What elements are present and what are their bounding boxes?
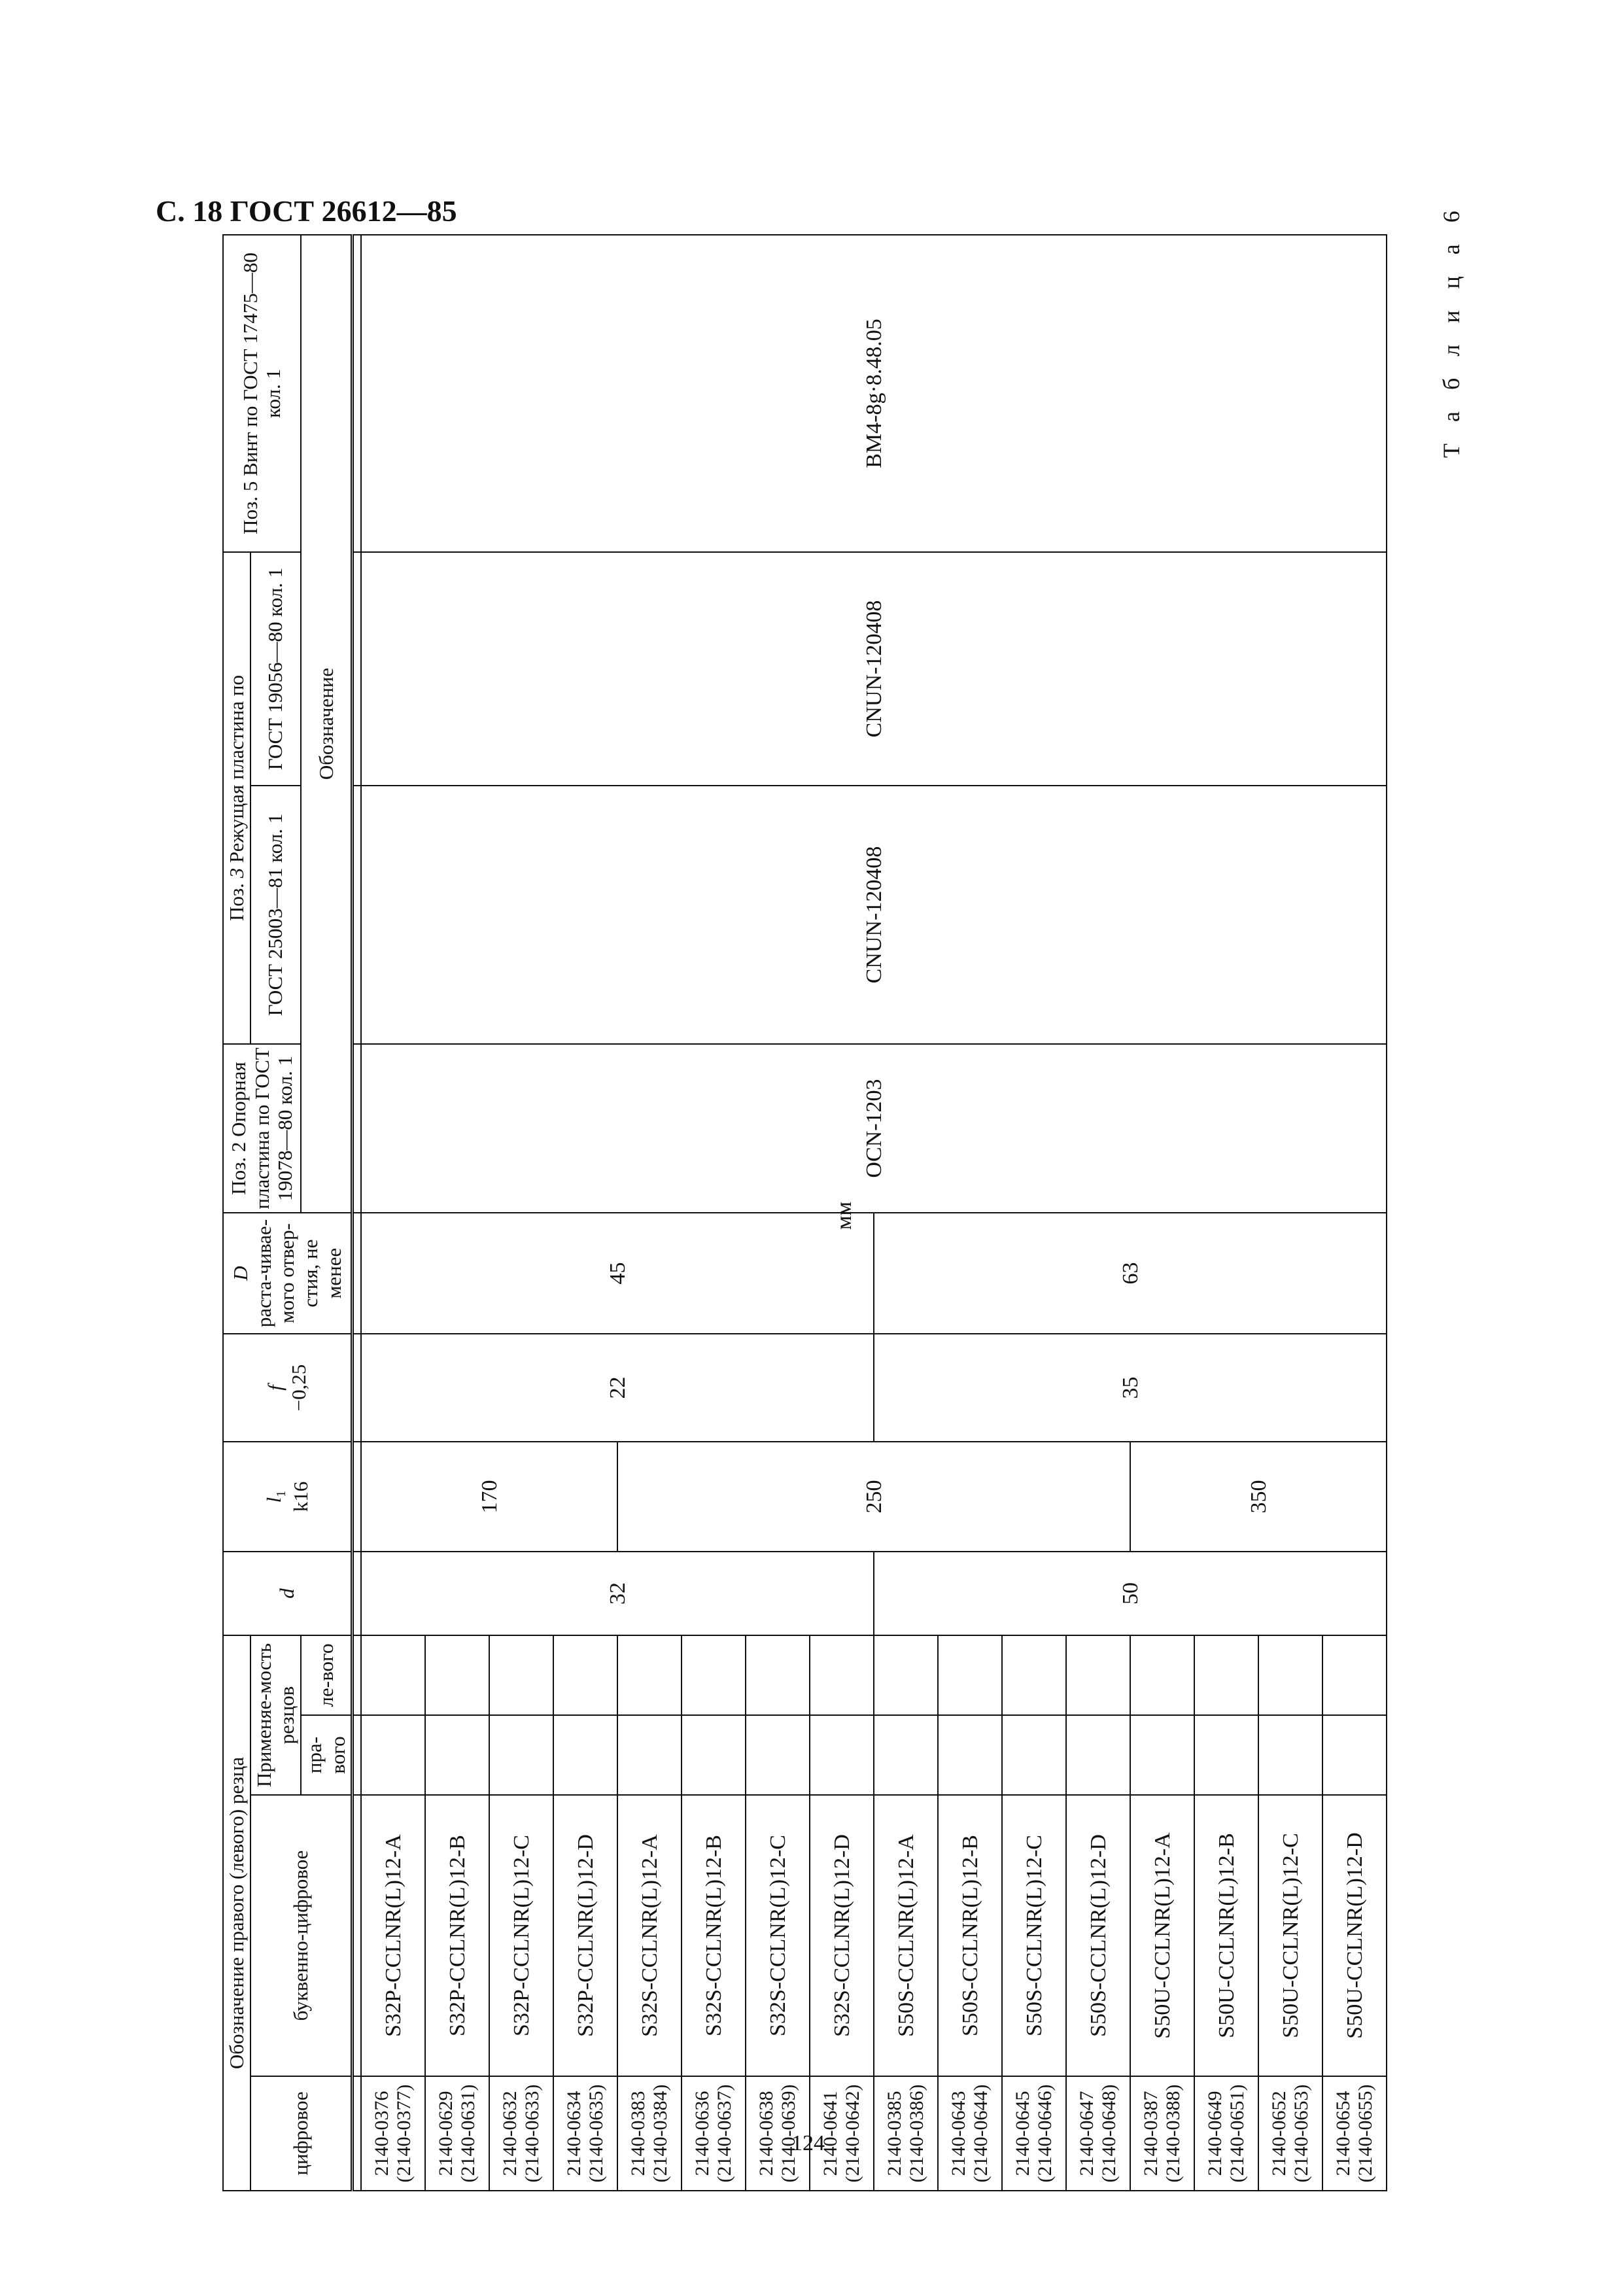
cell-right xyxy=(1130,1715,1194,1795)
cell-left xyxy=(1258,1635,1322,1715)
l1-header xyxy=(223,1442,353,1552)
cell-d-32: 32 xyxy=(361,1552,874,1635)
cell-left xyxy=(617,1635,682,1715)
rotated-table-container xyxy=(222,235,1377,2191)
D-description: раста-чивае-мого отвер-стия, не менее xyxy=(252,1219,345,1328)
alphanumeric-header: буквенно-цифровое xyxy=(251,1795,353,2076)
cell-code: 2140-0652 (2140-0653) xyxy=(1258,2076,1322,2191)
table-label: Т а б л и ц а 6 xyxy=(1438,203,1464,458)
separator-row xyxy=(353,235,362,2191)
cell-name: S50U-CCLNR(L)12-D xyxy=(1322,1795,1387,2076)
oboznachenie-header: Обозначение xyxy=(301,235,353,1213)
cell-code: 2140-0638 (2140-0639) xyxy=(746,2076,810,2191)
cell-left xyxy=(1194,1635,1258,1715)
cell-name: S32S-CCLNR(L)12-B xyxy=(682,1795,746,2076)
cell-right xyxy=(425,1715,489,1795)
designation-group-header: Обозначение правого (левого) резца xyxy=(223,1635,251,2191)
left-header: ле-вого xyxy=(301,1635,353,1715)
cell-left xyxy=(810,1635,874,1715)
cell-code: 2140-0629 (2140-0631) xyxy=(425,2076,489,2191)
cell-name: S50S-CCLNR(L)12-C xyxy=(1002,1795,1066,2076)
cell-code: 2140-0632 (2140-0633) xyxy=(489,2076,553,2191)
cell-code: 2140-0654 (2140-0655) xyxy=(1322,2076,1387,2191)
cell-left xyxy=(1322,1635,1387,1715)
cell-left xyxy=(1066,1635,1130,1715)
cell-right xyxy=(1322,1715,1387,1795)
pos3-rest: Режущая пластина по xyxy=(225,675,248,863)
cell-code: 2140-0387 (2140-0388) xyxy=(1130,2076,1194,2191)
cell-f-35: 35 xyxy=(874,1334,1387,1442)
page-number: 124 xyxy=(791,2131,825,2155)
cell-name: S50U-CCLNR(L)12-A xyxy=(1130,1795,1194,2076)
digital-header: цифровое xyxy=(251,2076,353,2191)
cell-left xyxy=(682,1635,746,1715)
cell-right xyxy=(874,1715,938,1795)
cell-right xyxy=(553,1715,617,1795)
cell-code: 2140-0634 (2140-0635) xyxy=(553,2076,617,2191)
cell-name: S32P-CCLNR(L)12-A xyxy=(361,1795,425,2076)
cell-name: S32S-CCLNR(L)12-C xyxy=(746,1795,810,2076)
cell-pos5: BM4-8g·8.48.05 xyxy=(361,235,1387,552)
cell-name: S32S-CCLNR(L)12-D xyxy=(810,1795,874,2076)
cell-right xyxy=(1194,1715,1258,1795)
cell-code: 2140-0645 (2140-0646) xyxy=(1002,2076,1066,2191)
f-tolerance: −0,25 xyxy=(287,1364,311,1412)
f-symbol: f xyxy=(264,1385,287,1391)
cell-right xyxy=(746,1715,810,1795)
cell-code: 2140-0636 (2140-0637) xyxy=(682,2076,746,2191)
cell-left xyxy=(489,1635,553,1715)
cell-right xyxy=(1066,1715,1130,1795)
pos5-header: Поз. 5 Винт по ГОСТ 17475—80 кол. 1 xyxy=(223,235,301,552)
d-header: d xyxy=(223,1552,353,1635)
l1-subscript: 1 xyxy=(273,1490,288,1497)
l1-tolerance: k16 xyxy=(288,1481,312,1512)
cell-right xyxy=(361,1715,425,1795)
cell-l1-170: 170 xyxy=(361,1442,617,1552)
cutter-table xyxy=(222,234,1387,2191)
l1-symbol: l xyxy=(262,1497,285,1503)
pos3-prefix: Поз. xyxy=(225,883,248,921)
page-header: С. 18 ГОСТ 26612—85 xyxy=(156,194,457,228)
cell-name: S32S-CCLNR(L)12-A xyxy=(617,1795,682,2076)
f-header xyxy=(223,1334,353,1442)
pos3a-header: ГОСТ 25003—81 кол. 1 xyxy=(251,786,301,1044)
cell-left xyxy=(1002,1635,1066,1715)
cell-code: 2140-0641 (2140-0642) xyxy=(810,2076,874,2191)
cell-code: 2140-0376 (2140-0377) xyxy=(361,2076,425,2191)
cell-left xyxy=(1130,1635,1194,1715)
cell-code: 2140-0643 (2140-0644) xyxy=(938,2076,1002,2191)
pos2-header: Поз. 2 Опорная пластина по ГОСТ 19078—80 кол. 1 xyxy=(223,1044,301,1213)
cell-left xyxy=(361,1635,425,1715)
D-header xyxy=(223,1213,353,1334)
pos3-header xyxy=(223,552,251,1044)
cell-right xyxy=(810,1715,874,1795)
cell-name: S50S-CCLNR(L)12-D xyxy=(1066,1795,1130,2076)
cell-left xyxy=(874,1635,938,1715)
cell-code: 2140-0649 (2140-0651) xyxy=(1194,2076,1258,2191)
cell-name: S32P-CCLNR(L)12-B xyxy=(425,1795,489,2076)
cell-left xyxy=(746,1635,810,1715)
pos3b-header: ГОСТ 19056—80 кол. 1 xyxy=(251,552,301,786)
cell-d-50: 50 xyxy=(874,1552,1387,1635)
applicability-header: Применяе-мость резцов xyxy=(251,1635,301,1795)
cell-right xyxy=(1002,1715,1066,1795)
D-symbol: D xyxy=(229,1266,252,1281)
cell-pos3b: CNUN-120408 xyxy=(361,552,1387,786)
cell-D-45: 45 xyxy=(361,1213,874,1334)
cell-code: 2140-0385 (2140-0386) xyxy=(874,2076,938,2191)
right-header: пра-вого xyxy=(301,1715,353,1795)
cell-name: S32P-CCLNR(L)12-C xyxy=(489,1795,553,2076)
cell-l1-250: 250 xyxy=(617,1442,1130,1552)
cell-D-63: 63 xyxy=(874,1213,1387,1334)
cell-pos3a: CNUN-120408 xyxy=(361,786,1387,1044)
cell-pos2: OCN-1203 xyxy=(361,1044,1387,1213)
cell-left xyxy=(938,1635,1002,1715)
cell-code: 2140-0647 (2140-0648) xyxy=(1066,2076,1130,2191)
pos3-number: 3 xyxy=(225,867,248,878)
table-row xyxy=(361,235,425,2191)
cell-f-22: 22 xyxy=(361,1334,874,1442)
cell-right xyxy=(489,1715,553,1795)
cell-name: S32P-CCLNR(L)12-D xyxy=(553,1795,617,2076)
cell-l1-350: 350 xyxy=(1130,1442,1387,1552)
cell-right xyxy=(938,1715,1002,1795)
cell-name: S50S-CCLNR(L)12-A xyxy=(874,1795,938,2076)
cell-left xyxy=(425,1635,489,1715)
units-label: мм xyxy=(832,1201,856,1230)
cell-name: S50S-CCLNR(L)12-B xyxy=(938,1795,1002,2076)
cell-right xyxy=(1258,1715,1322,1795)
cell-right xyxy=(617,1715,682,1795)
cell-name: S50U-CCLNR(L)12-B xyxy=(1194,1795,1258,2076)
cell-code: 2140-0383 (2140-0384) xyxy=(617,2076,682,2191)
cell-name: S50U-CCLNR(L)12-C xyxy=(1258,1795,1322,2076)
cell-right xyxy=(682,1715,746,1795)
cell-left xyxy=(553,1635,617,1715)
